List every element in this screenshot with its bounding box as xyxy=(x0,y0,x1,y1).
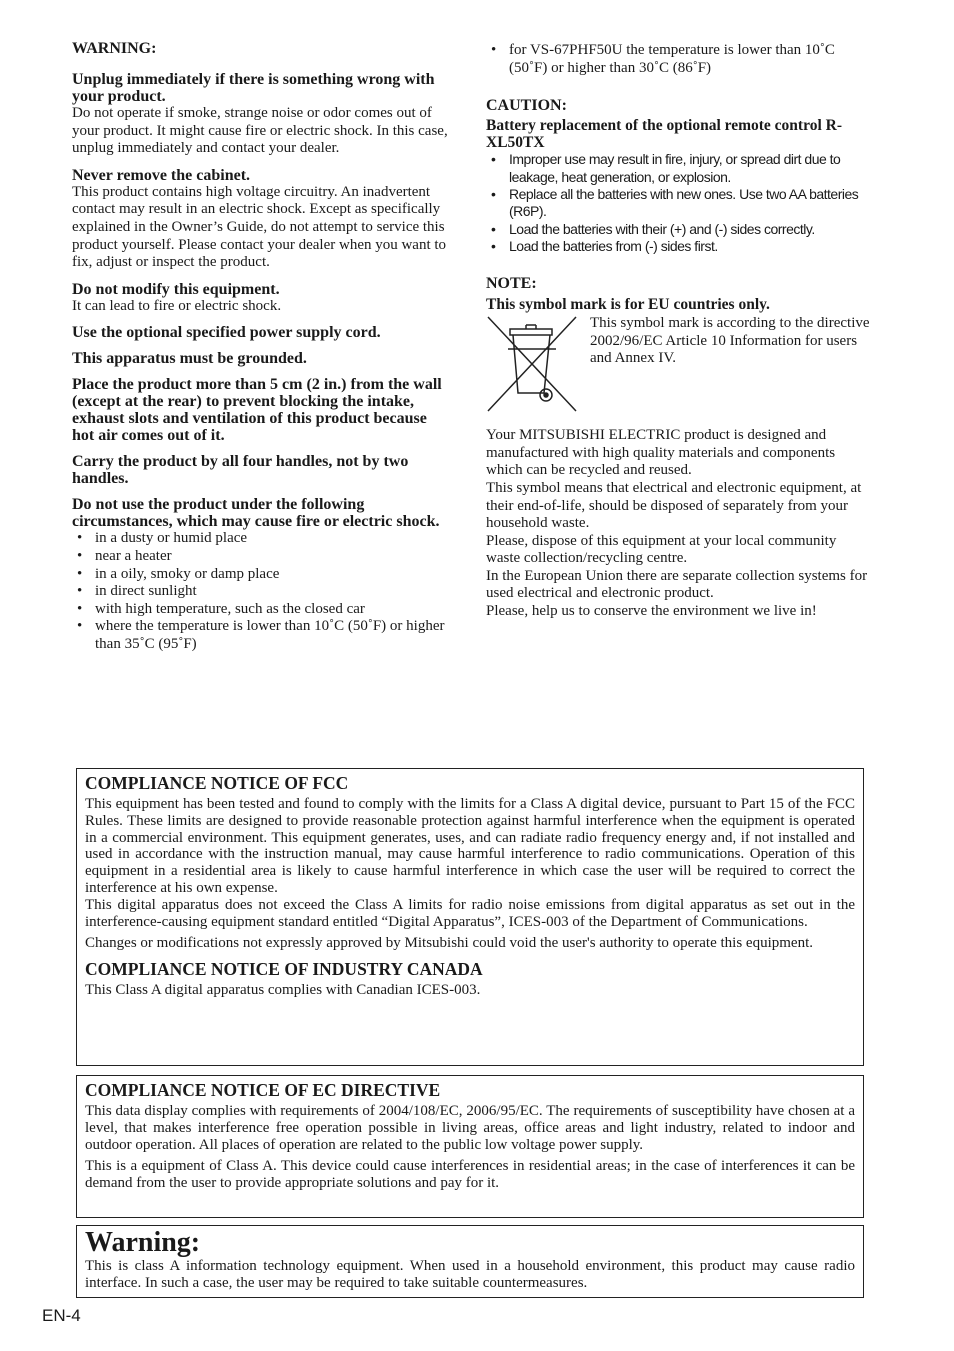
canada-text: This Class A digital apparatus complies with Canadian ICES-003. xyxy=(85,982,481,999)
class-a-warning-box xyxy=(76,1225,864,1298)
list-item: • in direct sunlight xyxy=(72,583,450,601)
eu-paragraph: Your MITSUBISHI ELECTRIC product is designed and manufactured with high quality materials and components which can be recycled and reused. xyxy=(486,427,836,479)
warning-title: WARNING: xyxy=(72,40,157,57)
list-item: • where the temperature is lower than 10˚C (50˚F) or higher than 35˚C (95˚F) xyxy=(72,618,450,653)
section-heading-unplug: Unplug immediately if there is something wrong with your product. xyxy=(72,71,435,105)
circumstances-notice: Do not use the product under the following circumstances, which may cause fire or electric shock. xyxy=(72,496,440,531)
temperature-list xyxy=(486,42,870,77)
weee-symbol-block xyxy=(486,315,870,415)
grounded-notice: This apparatus must be grounded. xyxy=(72,350,307,368)
list-item: • Replace all the batteries with new ones. Use two AA batteries (R6P). xyxy=(486,186,870,221)
eu-paragraph: Please, dispose of this equipment at your local community waste collection/recycling centre. xyxy=(486,532,837,567)
fcc-notice-box xyxy=(76,768,864,1066)
ec-paragraph: This is a equipment of Class A. This device could cause interferences in residential areas; in the case of interferences it can be demand from the user to provide appropriate solutions and pay for it. xyxy=(85,1158,855,1192)
list-item: • for VS-67PHF50U the temperature is lower than 10˚C (50˚F) or higher than 30˚C (86˚F) xyxy=(486,42,870,77)
section-body-unplug: Do not operate if smoke, strange noise or odor comes out of your product. It might cause fire or electric shock. In this case, unplug immediately and contact your dealer. xyxy=(72,105,448,157)
battery-heading: Battery replacement of the optional remote control R-XL50TX xyxy=(486,117,842,151)
power-cord-notice: Use the optional specified power supply cord. xyxy=(72,324,381,342)
list-item: • in a oily, smoky or damp place xyxy=(72,566,450,584)
list-item: • Improper use may result in fire, injury, or spread dirt due to leakage, heat generation, or explosion. xyxy=(486,151,870,186)
symbol-description: This symbol mark is according to the directive 2002/96/EC Article 10 Information for users and Annex IV. xyxy=(590,315,870,367)
list-item: • in a dusty or humid place xyxy=(72,530,450,548)
list-item: • near a heater xyxy=(72,548,450,566)
eu-paragraph: Please, help us to conserve the environment we live in! xyxy=(486,603,817,620)
ec-directive-box xyxy=(76,1075,864,1218)
list-item: • with high temperature, such as the closed car xyxy=(72,601,450,619)
ec-heading: COMPLIANCE NOTICE OF EC DIRECTIVE xyxy=(85,1080,441,1100)
warning-heading: Warning: xyxy=(85,1227,201,1258)
warning-text: This is class A information technology equipment. When used in a household environment, this product may cause radio interface. In such a case, the user may be required to take suitable countermeasures. xyxy=(85,1258,855,1291)
fcc-paragraph: Changes or modifications not expressly approved by Mitsubishi could void the user's authority to operate this equipment. xyxy=(85,935,813,952)
eu-paragraph: In the European Union there are separate collection systems for used electrical and electronic product. xyxy=(486,567,868,602)
carry-notice: Carry the product by all four handles, not by two handles. xyxy=(72,453,409,488)
fcc-heading: COMPLIANCE NOTICE OF FCC xyxy=(85,773,349,793)
fcc-paragraph: This equipment has been tested and found to comply with the limits for a Class A digital device, pursuant to Part 15 of the FCC Rules. These limits are designed to provide reasonable protection against harmful interference when the equipment is operated in a commercial environment. This equipment generates, uses, and can radiate radio frequency energy and, if not installed and used in accordance with the instruction manual, may cause harmful interference to radio communications. Operation of this equipment in a residential area is likely to cause harmful interference in which case the user will be required to correct the interference at his own expense. xyxy=(85,796,855,896)
canada-heading: COMPLIANCE NOTICE OF INDUSTRY CANADA xyxy=(85,959,483,980)
list-item: • Load the batteries from (-) sides first. xyxy=(486,238,870,255)
circumstances-list xyxy=(72,530,450,653)
caution-title: CAUTION: xyxy=(486,97,567,115)
crossed-out-wheelie-bin-icon xyxy=(486,315,580,415)
symbol-heading: This symbol mark is for EU countries only. xyxy=(486,295,770,313)
fcc-paragraph: This digital apparatus does not exceed the Class A limits for radio noise emissions from digital apparatus as set out in the interference-causing equipment standard entitled “Digital Apparatus”, ICES-003 of the Department of Communications. xyxy=(85,896,855,930)
page-number: EN-4 xyxy=(42,1306,81,1325)
section-body-modify: It can lead to fire or electric shock. xyxy=(72,297,282,314)
section-heading-cabinet: Never remove the cabinet. xyxy=(72,166,251,184)
note-title: NOTE: xyxy=(486,274,537,292)
left-column xyxy=(72,40,450,654)
ec-paragraph: This data display complies with requirements of 2004/108/EC, 2006/95/EC. The requirements of susceptibility have chosen at a level, that makes interference free operation possible in living areas, office areas and light industry, related to indoor and outdoor operation. All places of operation are related to the public low voltage power supply. xyxy=(85,1103,855,1153)
eu-paragraph: This symbol means that electrical and electronic equipment, at their end-of-life, should be disposed of separately from your household waste. xyxy=(486,479,862,532)
right-column xyxy=(486,42,870,621)
section-body-cabinet: This product contains high voltage circuitry. An inadvertent contact may result in an electric shock. Except as specifically explained in the Owner’s Guide, do not attempt to service this product yourself. Please contact your dealer when you want to fix, adjust or inspect the product. xyxy=(72,183,447,271)
section-heading-modify: Do not modify this equipment. xyxy=(72,280,280,298)
battery-list xyxy=(486,151,870,255)
eu-disposal-text xyxy=(486,427,870,621)
list-item: • Load the batteries with their (+) and (-) sides correctly. xyxy=(486,221,870,238)
placement-notice: Place the product more than 5 cm (2 in.) from the wall (except at the rear) to prevent blocking the intake, exhaust slots and ventilation of this product because hot air comes out of it. xyxy=(72,376,442,445)
